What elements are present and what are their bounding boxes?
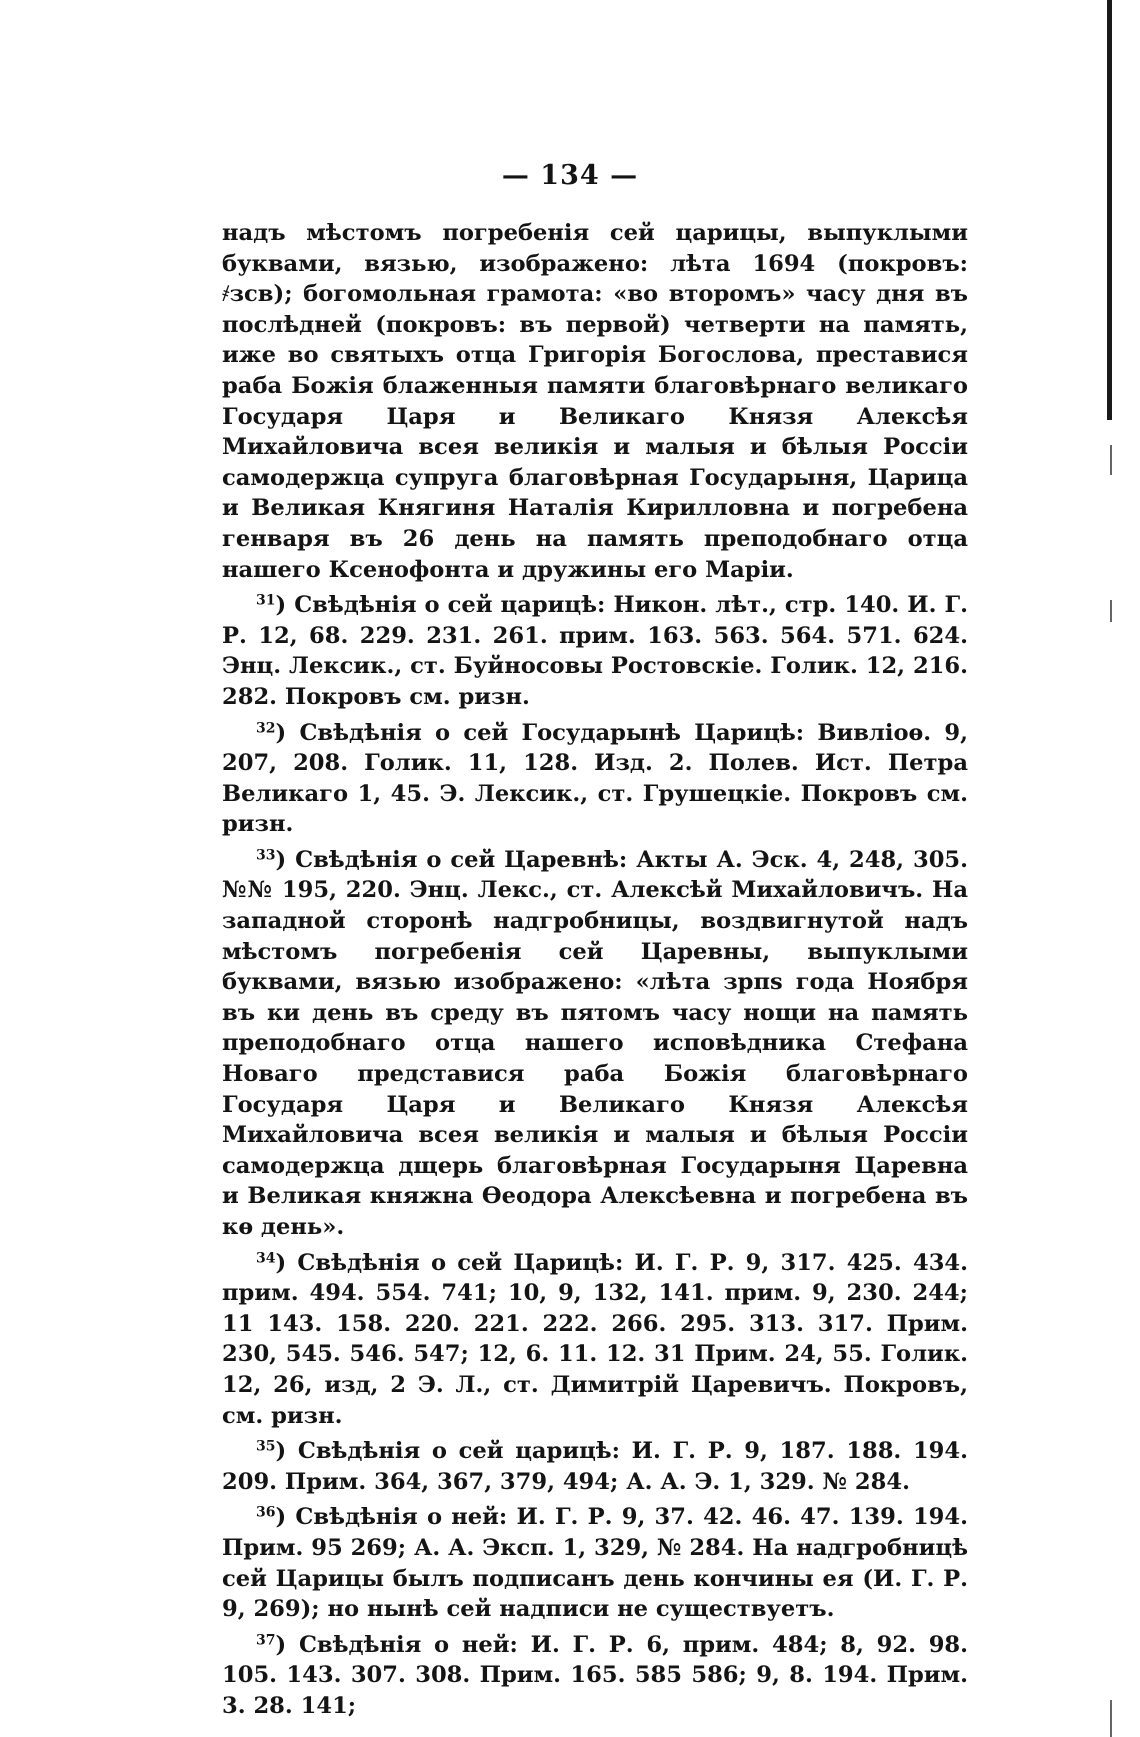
footnote-text: Свѣдѣнія о сей Царицѣ: И. Г. Р. 9, 317. 425. 434. прим. 494. 554. 741; 10, 9, 132, 141. прим. 9, 230. 244; 11 143. 158. 220. 221. 222. 266. 295. 313. 317. Прим. 230, 545. 546. 547; 12, 6. 11. 12. 31 Прим. 24, 55. Голик. 12, 26, изд, 2 Э. Л., ст. Димитрій Царевичъ. Покровъ, см. ризн.: [222, 1249, 969, 1429]
footnote-text: Свѣдѣнія о сей царицѣ: Никон. лѣт., стр. 140. И. Г. Р. 12, 68. 229. 231. 261. прим. 163. 563. 564. 571. 624. Энц. Лексик., ст. Буйносовы Ростовскіе. Голик. 12, 216. 282. Покровъ см. ризн.: [222, 592, 969, 710]
footnote-31: $^{31}$) Свѣдѣнія о сей царицѣ: Никон. лѣт., стр. 140. И. Г. Р. 12, 68. 229. 231. 261. прим. 163. 563. 564. 571. 624. Энц. Лексик., ст. Буйносовы Ростовскіе. Голик. 12, 216. 282. Покровъ см. ризн.: [222, 592, 969, 710]
footnote-number: 31: [256, 592, 276, 609]
footnote-text: Свѣдѣнія о сей царицѣ: И. Г. Р. 9, 187. 188. 194. 209. Прим. 364, 367, 379, 494; А. А. Э. 1, 329. № 284.: [222, 1438, 968, 1495]
footnote-text: Свѣдѣнія о сей Царевнѣ: Акты А. Эск. 4, 248, 305. №№ 195, 220. Энц. Лекс., ст. Алексѣй Михайловичъ. На западной сторонѣ надгробницы, воздвигнутой надъ мѣстомъ погребенія сей Царевны, выпуклыми буквами, вязью изображено: «лѣта зрпѕ года Ноября въ ки день въ среду въ пятомъ часу нощи на память преподобнаго отца нашего исповѣдника Стефана Новаго представися раба Божія благовѣрнаго Государя Царя и Великаго Князя Алексѣя Михайловича всея великія и малыя и бѣлыя Россіи самодержца дщерь благовѣрная Государыня Царевна и Великая княжна Ѳеодора Алексѣевна и погребена въ кѳ день».: [222, 846, 969, 1240]
footnote-number: 34: [256, 1249, 276, 1266]
footnote-number: 32: [256, 719, 276, 736]
page-number: — 134 —: [501, 160, 639, 191]
main-paragraph: надъ мѣстомъ погребенія сей царицы, выпуклыми буквами, вязью, изображено: лѣта 1694 (покровъ: ҂зсв); богомольная грамота: «во второмъ» часу дня въ послѣдней (покровъ: въ первой) четверти на память, иже во святыхъ отца Григорія Богослова, преставися раба Божія блаженныя памяти благовѣрнаго великаго Государя Царя и Великаго Князя Алексѣя Михайловича всея великія и малыя и бѣлыя Россіи самодержца супруга благовѣрная Государыня, Царица и Великая Княгиня Наталія Кирилловна и погребена генваря въ 26 день на память преподобнаго отца нашего Ксенофонта и дружины его Маріи.: [222, 220, 968, 583]
footnote-33: $^{33}$) Свѣдѣнія о сей Царевнѣ: Акты А. Эск. 4, 248, 305. №№ 195, 220. Энц. Лекс., ст. Алексѣй Михайловичъ. На западной сторонѣ надгробницы, воздвигнутой надъ мѣстомъ погребенія сей Царевны, выпуклыми буквами, вязью изображено: «лѣта зрпѕ года Ноября въ ки день въ среду въ пятомъ часу нощи на память преподобнаго отца нашего исповѣдника Стефана Новаго представися раба Божія благовѣрнаго Государя Царя и Великаго Князя Алексѣя Михайловича всея великія и малыя и бѣлыя Россіи самодержца дщерь благовѣрная Государыня Царевна и Великая княжна Ѳеодора Алексѣевна и погребена въ кѳ день».: [222, 846, 969, 1240]
footnote-number: 35: [256, 1438, 276, 1455]
scan-edge-mark: [1110, 1700, 1112, 1737]
scan-edge-mark: [1110, 445, 1112, 475]
footnote-text: Свѣдѣнія о ней: И. Г. Р. 9, 37. 42. 46. 47. 139. 194. Прим. 95 269; А. А. Эксп. 1, 329, № 284. На надгробницѣ сей Царицы былъ подписанъ день кончины ея (И. Г. Р. 9, 269); но нынѣ сей надписи не существуетъ.: [222, 1504, 968, 1623]
footnote-37: $^{37}$) Свѣдѣнія о ней: И. Г. Р. 6, прим. 484; 8, 92. 98. 105. 143. 307. 308. Прим. 165. 585 586; 9, 8. 194. Прим. 3. 28. 141;: [222, 1631, 969, 1719]
footnote-number: 33: [256, 847, 276, 864]
footnote-number: 37: [256, 1632, 276, 1649]
footnote-35: $^{35}$) Свѣдѣнія о сей царицѣ: И. Г. Р. 9, 187. 188. 194. 209. Прим. 364, 367, 379, 494; А. А. Э. 1, 329. № 284.: [222, 1438, 968, 1495]
footnote-36: $^{36}$) Свѣдѣнія о ней: И. Г. Р. 9, 37. 42. 46. 47. 139. 194. Прим. 95 269; А. А. Эксп. 1, 329, № 284. На надгробницѣ сей Царицы былъ подписанъ день кончины ея (И. Г. Р. 9, 269); но нынѣ сей надписи не существуетъ.: [222, 1504, 968, 1623]
footnote-34: $^{34}$) Свѣдѣнія о сей Царицѣ: И. Г. Р. 9, 317. 425. 434. прим. 494. 554. 741; 10, 9, 132, 141. прим. 9, 230. 244; 11 143. 158. 220. 221. 222. 266. 295. 313. 317. Прим. 230, 545. 546. 547; 12, 6. 11. 12. 31 Прим. 24, 55. Голик. 12, 26, изд, 2 Э. Л., ст. Димитрій Царевичъ. Покровъ, см. ризн.: [222, 1249, 969, 1429]
footnote-number: 36: [256, 1504, 276, 1521]
footnote-text: Свѣдѣнія о ней: И. Г. Р. 6, прим. 484; 8, 92. 98. 105. 143. 307. 308. Прим. 165. 585 586; 9, 8. 194. Прим. 3. 28. 141;: [222, 1631, 969, 1719]
footnote-text: Свѣдѣнія о сей Государынѣ Царицѣ: Вивліоѳ. 9, 207, 208. Голик. 11, 128. Изд. 2. Полев. Ист. Петра Великаго 1, 45. Э. Лексик., ст. Грушецкіе. Покровъ см. ризн.: [222, 719, 968, 838]
scan-edge-mark: [1107, 0, 1112, 420]
scan-edge-mark: [1110, 600, 1112, 622]
footnote-32: $^{32}$) Свѣдѣнія о сей Государынѣ Царицѣ: Вивліоѳ. 9, 207, 208. Голик. 11, 128. Изд. 2. Полев. Ист. Петра Великаго 1, 45. Э. Лексик., ст. Грушецкіе. Покровъ см. ризн.: [222, 719, 968, 838]
text-body: [222, 218, 968, 1722]
